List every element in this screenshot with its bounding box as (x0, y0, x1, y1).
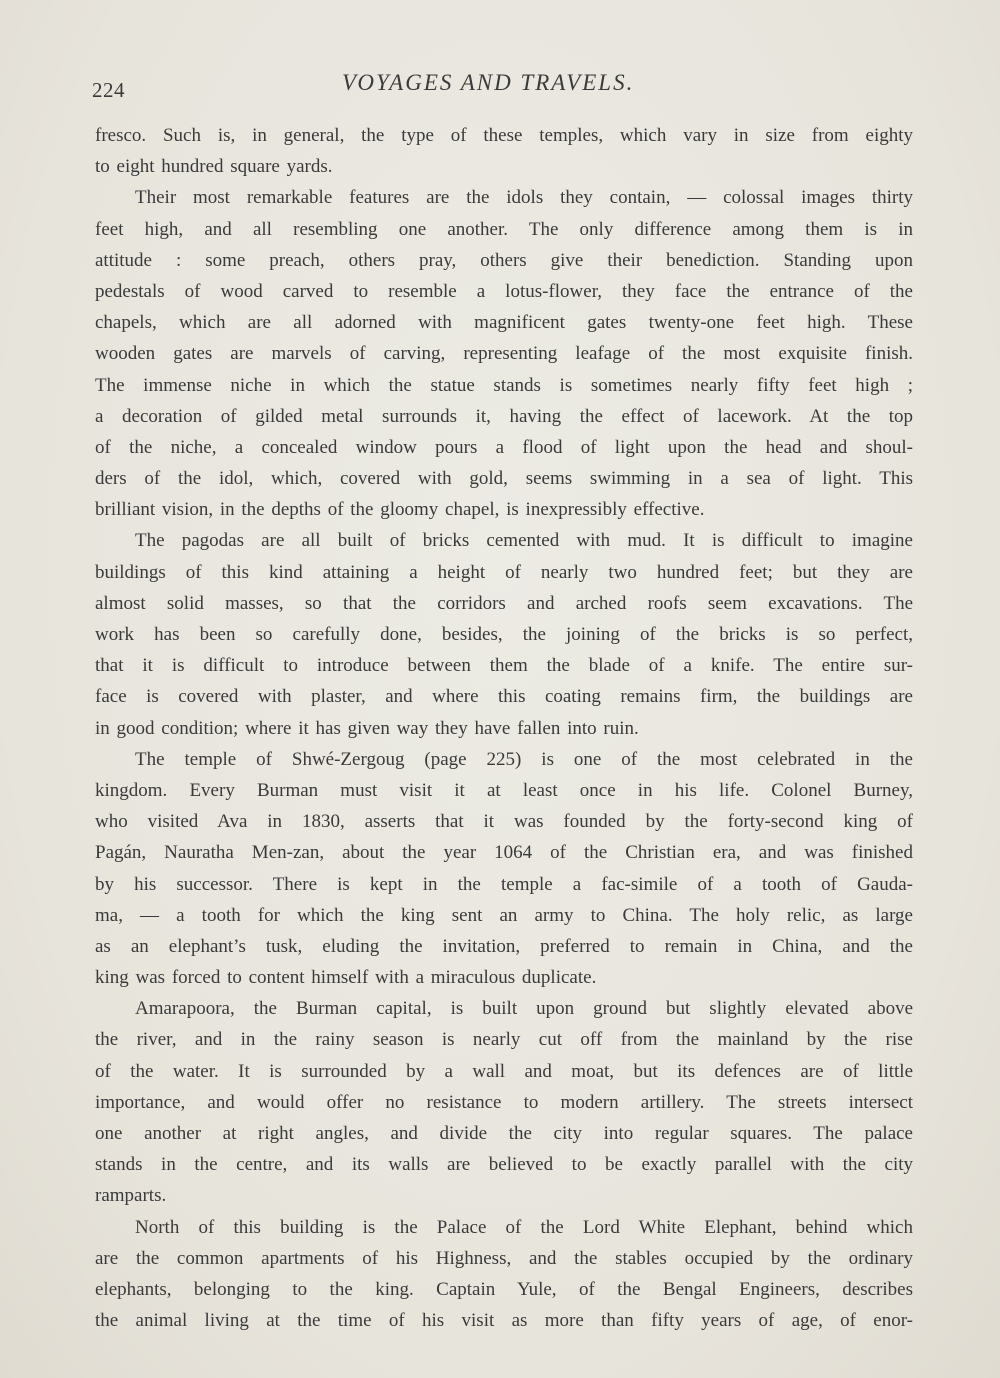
text-line: the animal living at the time of his visit as more than fifty years of age, of enor- (95, 1310, 913, 1332)
text-line: buildings of this kind attaining a height of nearly two hundred feet; but they are (95, 561, 913, 583)
text-line: work has been so carefully done, besides, the joining of the bricks is so perfect, (95, 624, 913, 645)
text-line: importance, and would offer no resistance to modern artillery. The streets intersect (95, 1091, 913, 1113)
text-line: kingdom. Every Burman must visit it at least once in his life. Colonel Burney, (95, 779, 913, 801)
text-line: the river, and in the rainy season is nearly cut off from the mainland by the rise (95, 1029, 913, 1051)
text-line: brilliant vision, in the depths of the gloomy chapel, is inexpressibly effective. (95, 499, 705, 521)
text-line: that it is difficult to introduce between them the blade of a knife. The entire sur- (95, 655, 913, 677)
text-line: The immense niche in which the statue stands is sometimes nearly fifty feet high ; (95, 374, 913, 396)
text-line: king was forced to content himself with a miraculous duplicate. (95, 967, 597, 989)
page-number: 224 (92, 78, 125, 102)
text-line: wooden gates are marvels of carving, representing leafage of the most exquisite finish. (95, 343, 913, 365)
text-line: almost solid masses, so that the corridors and arched roofs seem excavations. The (95, 592, 913, 614)
text-line: in good condition; where it has given way they have fallen into ruin. (95, 717, 639, 739)
text-line: pedestals of wood carved to resemble a lotus-flower, they face the entrance of the (95, 280, 913, 302)
text-line: of the water. It is surrounded by a wall and moat, but its defences are of little (95, 1060, 913, 1082)
page-header (92, 70, 912, 110)
text-line: are the common apartments of his Highness, and the stables occupied by the ordinary (95, 1247, 913, 1269)
text-line: who visited Ava in 1830, asserts that it was founded by the forty-second king of (95, 811, 913, 833)
text-line: The pagodas are all built of bricks cemented with mud. It is difficult to imagine (135, 530, 913, 552)
text-line: ma, — a tooth for which the king sent an army to China. The holy relic, as large (95, 904, 913, 926)
text-line: one another at right angles, and divide the city into regular squares. The palace (95, 1123, 913, 1144)
text-line: The temple of Shwé-Zergoug (page 225) is one of the most celebrated in the (135, 748, 913, 770)
text-line: Amarapoora, the Burman capital, is built upon ground but slightly elevated above (135, 998, 913, 1020)
text-line: by his successor. There is kept in the temple a fac-simile of a tooth of Gauda- (95, 873, 913, 895)
text-line: Their most remarkable features are the idols they contain, — colossal images thirty (135, 187, 913, 209)
text-line: attitude : some preach, others pray, others give their benediction. Standing upon (95, 249, 913, 271)
text-line: Pagán, Nauratha Men-zan, about the year 1064 of the Christian era, and was finished (95, 842, 913, 864)
text-line: stands in the centre, and its walls are believed to be exactly parallel with the city (95, 1154, 913, 1176)
text-line: face is covered with plaster, and where this coating remains firm, the buildings are (95, 686, 913, 708)
body-text (95, 120, 913, 1336)
text-line: ramparts. (95, 1185, 167, 1207)
text-line: fresco. Such is, in general, the type of these temples, which vary in size from eighty (95, 125, 913, 146)
text-line: elephants, belonging to the king. Captain Yule, of the Bengal Engineers, describes (95, 1278, 913, 1300)
text-line: feet high, and all resembling one another. The only difference among them is in (95, 218, 913, 240)
text-line: as an elephant’s tusk, eluding the invitation, preferred to remain in China, and the (95, 935, 913, 957)
text-line: to eight hundred square yards. (95, 156, 333, 178)
text-line: of the niche, a concealed window pours a flood of light upon the head and shoul- (95, 436, 913, 458)
text-line: a decoration of gilded metal surrounds it, having the effect of lacework. At the top (95, 405, 913, 427)
text-line: ders of the idol, which, covered with gold, seems swimming in a sea of light. This (95, 468, 913, 490)
text-line: chapels, which are all adorned with magnificent gates twenty-one feet high. These (95, 312, 913, 334)
running-head: VOYAGES AND TRAVELS. (342, 70, 635, 95)
text-line: North of this building is the Palace of the Lord White Elephant, behind which (135, 1216, 913, 1238)
